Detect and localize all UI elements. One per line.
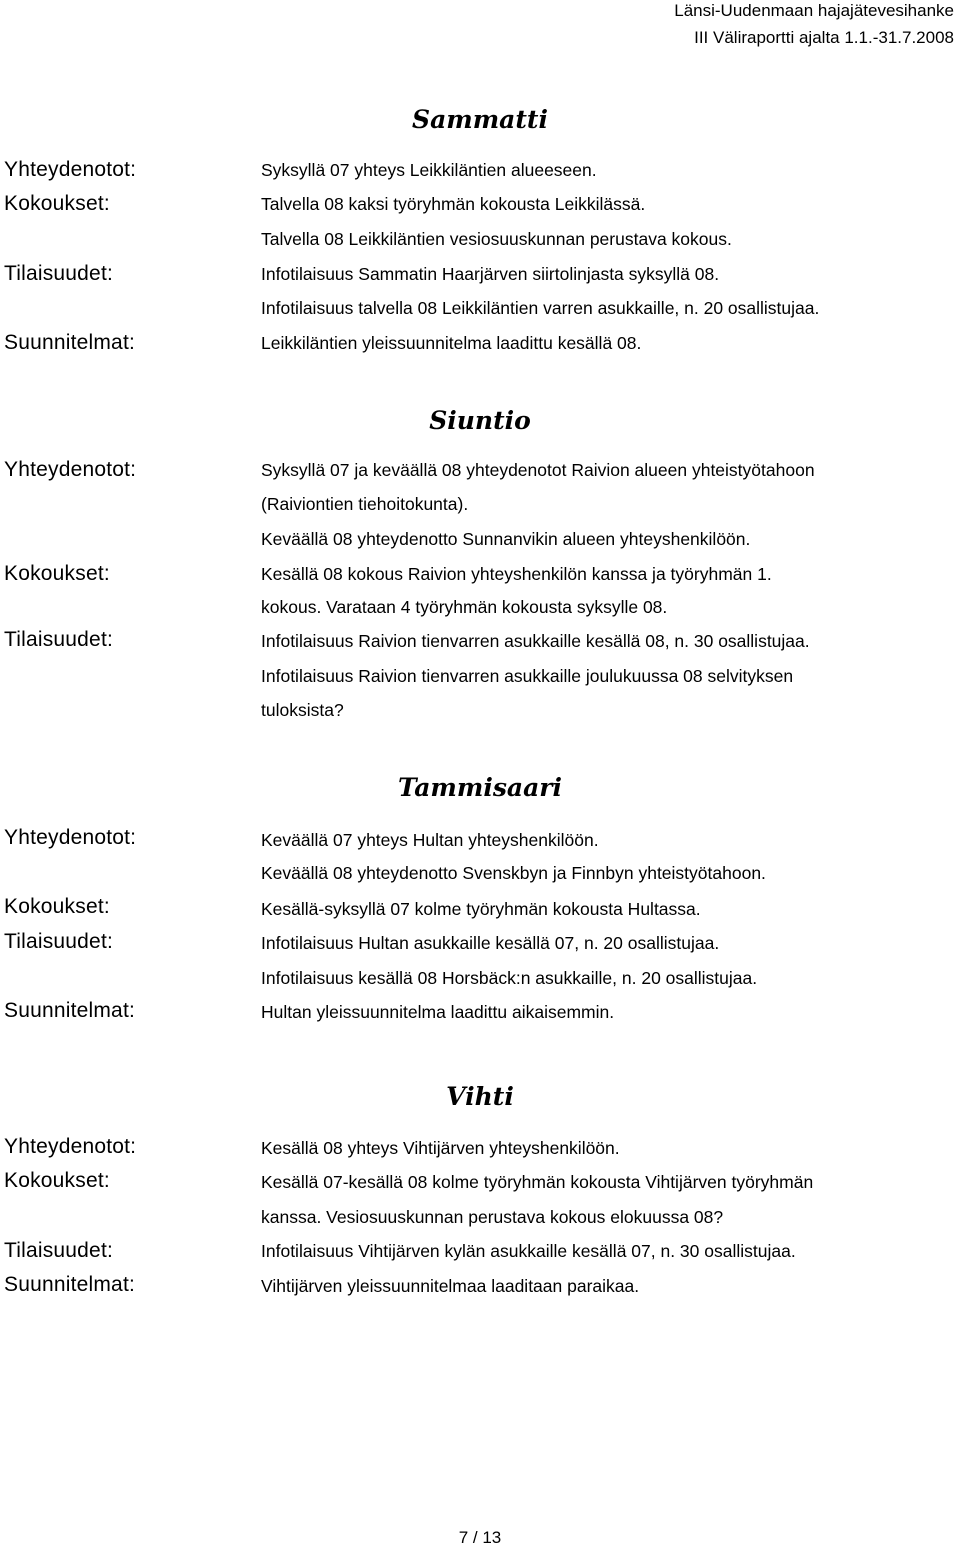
entry-line: Syksyllä 07 yhteys Leikkiläntien alueeseen. [261, 160, 597, 180]
label-suunnitelmat: Suunnitelmat: [4, 1273, 136, 1296]
entry-line: Talvella 08 kaksi työryhmän kokousta Leikkilässä. [261, 194, 646, 214]
entry-line: tuloksista? [261, 700, 344, 720]
label-suunnitelmat: Suunnitelmat: [4, 331, 136, 354]
entry-line: Kesällä-syksyllä 07 kolme työryhmän kokousta Hultassa. [261, 899, 701, 919]
entry-line: (Raiviontien tiehoitokunta). [261, 494, 469, 514]
entry-line: Keväällä 08 yhteydenotto Sunnanvikin alueen yhteyshenkilöön. [261, 529, 751, 549]
entry-line: Hultan yleissuunnitelma laadittu aikaisemmin. [261, 1002, 615, 1022]
entry-line: Infotilaisuus Vihtijärven kylän asukkaille kesällä 07, n. 30 osallistujaa. [261, 1241, 796, 1261]
entry-line: Kesällä 08 kokous Raivion yhteyshenkilön kanssa ja työryhmän 1. [261, 564, 772, 584]
entry-line: kokous. Varataan 4 työryhmän kokousta syksylle 08. [261, 597, 668, 617]
page-number: 7 / 13 [458, 1528, 502, 1547]
entry-line: Leikkiläntien yleissuunnitelma laadittu kesällä 08. [261, 333, 642, 353]
label-yhteydenotot: Yhteydenotot: [4, 1135, 137, 1158]
entry-line: Kesällä 08 yhteys Vihtijärven yhteyshenkilöön. [261, 1138, 620, 1158]
label-kokoukset: Kokoukset: [4, 895, 110, 918]
label-suunnitelmat: Suunnitelmat: [4, 999, 136, 1022]
label-yhteydenotot: Yhteydenotot: [4, 158, 137, 181]
label-kokoukset: Kokoukset: [4, 562, 110, 585]
entry-line: Keväällä 07 yhteys Hultan yhteyshenkilöön. [261, 830, 599, 850]
section-title-sammatti: Sammatti [412, 105, 548, 134]
entry-line: Keväällä 08 yhteydenotto Svenskbyn ja Finnbyn yhteistyötahoon. [261, 863, 766, 883]
label-tilaisuudet: Tilaisuudet: [4, 1239, 114, 1262]
section-title-siuntio: Siuntio [429, 406, 531, 435]
label-yhteydenotot: Yhteydenotot: [4, 458, 137, 481]
entry-line: Infotilaisuus Raivion tienvarren asukkaille kesällä 08, n. 30 osallistujaa. [261, 631, 810, 651]
label-kokoukset: Kokoukset: [4, 1169, 110, 1192]
entry-line: Syksyllä 07 ja keväällä 08 yhteydenotot Raivion alueen yhteistyötahoon [261, 460, 815, 480]
header-project-name: Länsi-Uudenmaan hajajätevesihanke [674, 1, 954, 20]
label-yhteydenotot: Yhteydenotot: [4, 826, 137, 849]
entry-line: Kesällä 07-kesällä 08 kolme työryhmän kokousta Vihtijärven työryhmän [261, 1172, 814, 1192]
label-tilaisuudet: Tilaisuudet: [4, 628, 114, 651]
entry-line: Infotilaisuus Raivion tienvarren asukkaille joulukuussa 08 selvityksen [261, 666, 794, 686]
entry-line: Vihtijärven yleissuunnitelmaa laaditaan paraikaa. [261, 1276, 640, 1296]
entry-line: Talvella 08 Leikkiläntien vesiosuuskunnan perustava kokous. [261, 229, 732, 249]
entry-line: kanssa. Vesiosuuskunnan perustava kokous elokuussa 08? [261, 1207, 724, 1227]
entry-line: Infotilaisuus Hultan asukkaille kesällä 07, n. 20 osallistujaa. [261, 933, 720, 953]
label-tilaisuudet: Tilaisuudet: [4, 262, 114, 285]
section-title-vihti: Vihti [446, 1082, 514, 1111]
entry-line: Infotilaisuus kesällä 08 Horsbäck:n asukkaille, n. 20 osallistujaa. [261, 968, 758, 988]
entry-line: Infotilaisuus talvella 08 Leikkiläntien varren asukkaille, n. 20 osallistujaa. [261, 298, 820, 318]
header-report-period: III Väliraportti ajalta 1.1.-31.7.2008 [694, 28, 954, 47]
entry-line: Infotilaisuus Sammatin Haarjärven siirtolinjasta syksyllä 08. [261, 264, 720, 284]
section-title-tammisaari: Tammisaari [398, 773, 562, 802]
label-tilaisuudet: Tilaisuudet: [4, 930, 114, 953]
label-kokoukset: Kokoukset: [4, 192, 110, 215]
